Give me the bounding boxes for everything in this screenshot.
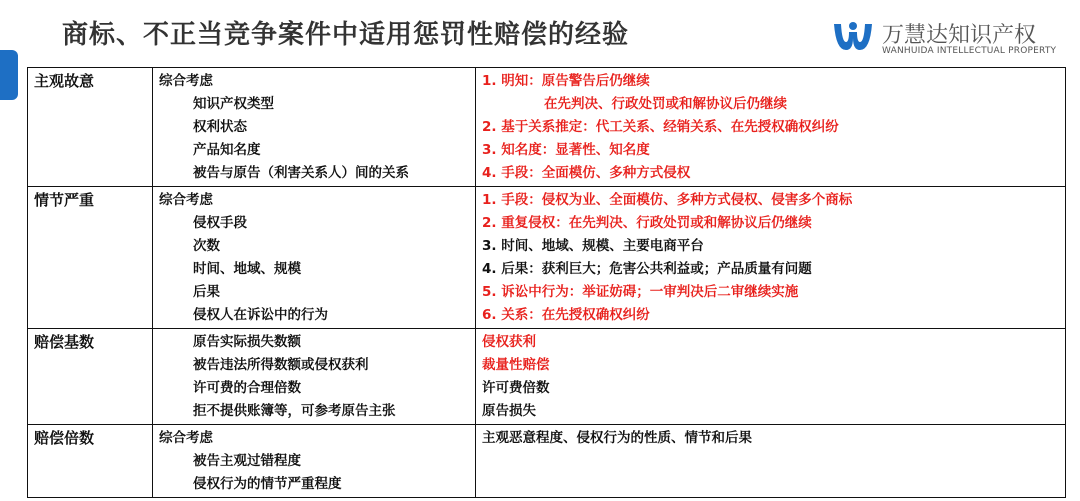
consideration-item: 侵权行为的情节严重程度 bbox=[193, 476, 342, 492]
consideration-item: 原告实际损失数额 bbox=[193, 334, 301, 350]
experience-cell bbox=[476, 187, 1066, 329]
experience-cell bbox=[476, 425, 1066, 498]
experience-item: 裁量性赔偿 bbox=[482, 357, 550, 373]
table-row bbox=[28, 329, 1066, 425]
experience-cell bbox=[476, 68, 1066, 187]
experience-cell bbox=[476, 329, 1066, 425]
consideration-item: 次数 bbox=[193, 238, 220, 254]
logo-english-name: WANHUIDA INTELLECTUAL PROPERTY bbox=[882, 46, 1057, 56]
punitive-damages-table bbox=[27, 67, 1066, 498]
consideration-item: 被告与原告（利害关系人）间的关系 bbox=[193, 165, 409, 181]
experience-item: 3. 知名度：显著性、知名度 bbox=[482, 142, 650, 158]
consideration-item: 知识产权类型 bbox=[193, 96, 274, 112]
experience-item: 4. 手段：全面模仿、多种方式侵权 bbox=[482, 165, 691, 181]
consideration-item: 综合考虑 bbox=[159, 192, 213, 208]
slide-accent-bar bbox=[0, 50, 18, 100]
category-cell: 赔偿基数 bbox=[28, 329, 153, 425]
consideration-item: 产品知名度 bbox=[193, 142, 261, 158]
experience-item: 在先判决、行政处罚或和解协议后仍继续 bbox=[544, 96, 787, 112]
experience-item: 原告损失 bbox=[482, 403, 536, 419]
consideration-item: 后果 bbox=[193, 284, 220, 300]
consideration-item: 综合考虑 bbox=[159, 73, 213, 89]
consideration-item: 侵权手段 bbox=[193, 215, 247, 231]
category-cell: 情节严重 bbox=[28, 187, 153, 329]
slide-title: 商标、不正当竞争案件中适用惩罚性赔偿的经验 bbox=[62, 20, 630, 50]
consideration-item: 许可费的合理倍数 bbox=[193, 380, 301, 396]
experience-item: 主观恶意程度、侵权行为的性质、情节和后果 bbox=[482, 430, 752, 446]
consideration-item: 时间、地域、规模 bbox=[193, 261, 301, 277]
experience-item: 许可费倍数 bbox=[482, 380, 550, 396]
category-cell: 主观故意 bbox=[28, 68, 153, 187]
experience-item: 2. 重复侵权：在先判决、行政处罚或和解协议后仍继续 bbox=[482, 215, 812, 231]
experience-item: 侵权获利 bbox=[482, 334, 536, 350]
consideration-item: 综合考虑 bbox=[159, 430, 213, 446]
logo-chinese-name: 万慧达知识产权 bbox=[882, 23, 1037, 48]
consideration-item: 被告违法所得数额或侵权获利 bbox=[193, 357, 369, 373]
table-row bbox=[28, 187, 1066, 329]
experience-item: 1. 明知：原告警告后仍继续 bbox=[482, 73, 650, 89]
category-cell: 赔偿倍数 bbox=[28, 425, 153, 498]
considerations-cell bbox=[153, 68, 476, 187]
consideration-item: 拒不提供账簿等，可参考原告主张 bbox=[193, 403, 396, 419]
experience-item: 4. 后果：获利巨大；危害公共利益或；产品质量有问题 bbox=[482, 261, 812, 277]
experience-item: 3. 时间、地域、规模、主要电商平台 bbox=[482, 238, 704, 254]
table-row bbox=[28, 425, 1066, 498]
considerations-cell bbox=[153, 425, 476, 498]
considerations-cell bbox=[153, 187, 476, 329]
wanhuida-logo-icon bbox=[832, 20, 874, 54]
table-row bbox=[28, 68, 1066, 187]
experience-item: 6. 关系：在先授权确权纠纷 bbox=[482, 307, 650, 323]
experience-item: 1. 手段：侵权为业、全面模仿、多种方式侵权、侵害多个商标 bbox=[482, 192, 853, 208]
consideration-item: 被告主观过错程度 bbox=[193, 453, 301, 469]
experience-item: 5. 诉讼中行为：举证妨碍；一审判决后二审继续实施 bbox=[482, 284, 799, 300]
consideration-item: 权利状态 bbox=[193, 119, 247, 135]
consideration-item: 侵权人在诉讼中的行为 bbox=[193, 307, 328, 323]
considerations-cell bbox=[153, 329, 476, 425]
experience-item: 2. 基于关系推定：代工关系、经销关系、在先授权确权纠纷 bbox=[482, 119, 839, 135]
